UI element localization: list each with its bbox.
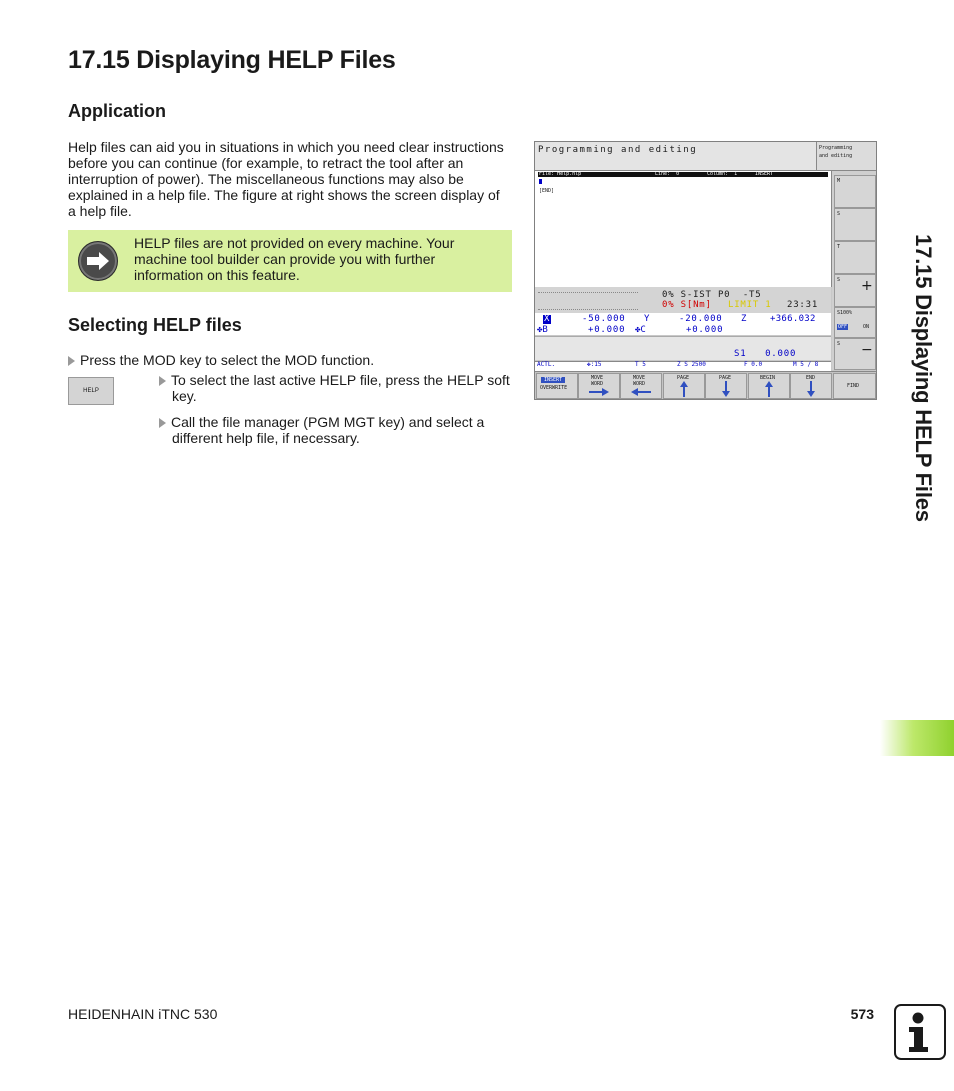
side-title xyxy=(903,48,943,708)
step-text: key. xyxy=(172,388,197,404)
softkey-page-down[interactable] xyxy=(705,373,747,399)
step-text: Call the file manager (PGM MGT key) and select a xyxy=(171,414,485,430)
step-pgm-mgt xyxy=(159,414,514,446)
axis-value-z: +366.032 xyxy=(770,314,816,324)
mode-line: and editing xyxy=(819,153,853,159)
plus-icon: + xyxy=(861,278,873,294)
tnc-screen xyxy=(534,141,877,400)
minus-icon: − xyxy=(861,342,873,358)
arrow-right-icon xyxy=(78,241,118,281)
off-label: OFF xyxy=(838,324,848,330)
mode-box xyxy=(816,142,877,171)
text-line: information on this feature. xyxy=(134,267,300,283)
page-number: 573 xyxy=(850,1006,874,1022)
footer-product: HEIDENHAIN iTNC 530 xyxy=(68,1006,218,1022)
file-line: Line: 0 xyxy=(655,171,680,177)
step-help xyxy=(159,372,514,404)
vertical-softkey-t[interactable] xyxy=(834,241,876,274)
file-name: File: Help.hlp xyxy=(539,171,582,177)
actl-z: Z S 2500 xyxy=(677,361,706,368)
text-line: before you can continue (for example, to retract the tool after an xyxy=(68,155,464,171)
softkey-label: INSERT xyxy=(541,377,565,383)
file-column: Column: 1 xyxy=(707,171,738,177)
end-marker: [END] xyxy=(539,188,555,194)
page-title: 17.15 Displaying HELP Files xyxy=(68,46,396,74)
arrow-down-icon xyxy=(807,381,815,397)
axis-value-c: +0.000 xyxy=(686,325,724,335)
axis-value-b: +0.000 xyxy=(588,325,626,335)
note-text xyxy=(134,235,504,283)
actl-mode: ACTL. xyxy=(537,361,556,368)
help-softkey[interactable]: HELP xyxy=(68,377,114,405)
axis-label-x: X xyxy=(544,314,550,324)
side-title-text: 17.15 Displaying HELP Files xyxy=(911,234,936,522)
axis-value-x: -50.000 xyxy=(582,314,626,324)
axis-label-c: ✤C xyxy=(635,325,646,335)
text-cursor[interactable] xyxy=(539,179,542,184)
file-bar xyxy=(538,172,828,177)
step-text: different help file, if necessary. xyxy=(172,430,360,446)
side-label: S xyxy=(837,211,841,217)
step-text: Press the MOD key to select the MOD function. xyxy=(80,352,375,368)
status-dotted xyxy=(538,292,638,310)
side-label: S xyxy=(837,277,841,283)
bullet-triangle-icon xyxy=(159,376,166,386)
side-label: S100% xyxy=(837,310,853,316)
vertical-softkey-s-plus[interactable] xyxy=(834,274,876,307)
softkey-label: WORD xyxy=(633,381,646,387)
arrow-down-icon xyxy=(722,381,730,397)
editor-area xyxy=(535,171,832,287)
status-row1: 0% S-IST P0 -T5 xyxy=(662,290,762,300)
mode-line: Programming xyxy=(819,145,853,151)
vertical-softkey-m[interactable] xyxy=(834,175,876,208)
arrow-up-icon xyxy=(765,381,773,397)
softkey-move-word-right[interactable] xyxy=(578,373,620,399)
side-label: S xyxy=(837,341,841,347)
softkey-label: WORD xyxy=(591,381,604,387)
softkey-label: PAGE xyxy=(719,375,732,381)
bullet-triangle-icon xyxy=(68,356,75,366)
chapter-tab xyxy=(880,720,954,756)
axis-value-y: -20.000 xyxy=(679,314,723,324)
axis-label-b: ✤B xyxy=(537,325,548,335)
softkey-insert-overwrite[interactable] xyxy=(536,373,578,399)
softkey-label: BEGIN xyxy=(760,375,776,381)
on-label: ON xyxy=(863,324,870,330)
selecting-heading: Selecting HELP files xyxy=(68,315,242,335)
axis-label-z: Z xyxy=(741,314,747,324)
softkey-label: FIND xyxy=(847,383,860,389)
side-label: M xyxy=(837,178,841,184)
text-line: a help file. xyxy=(68,203,132,219)
vertical-softkey-s[interactable] xyxy=(834,208,876,241)
status-row2-limit: LIMIT 1 xyxy=(728,300,772,310)
text-line: explained in a help file. The figure at right shows the screen display of xyxy=(68,187,500,203)
text-line: machine tool builder can provide you with further xyxy=(134,251,436,267)
softkey-label: OVERWRITE xyxy=(540,385,568,391)
bullet-triangle-icon xyxy=(159,418,166,428)
step-mod xyxy=(68,352,508,368)
actl-t: T 5 xyxy=(635,361,646,368)
actl-f: ✤:15 xyxy=(587,361,602,368)
softkey-begin[interactable] xyxy=(748,373,790,399)
softkey-label: MOVE xyxy=(633,375,646,381)
file-mode: INSERT xyxy=(755,171,774,177)
softkey-label: MOVE xyxy=(591,375,604,381)
side-label: T xyxy=(837,244,841,250)
status-row2-torque: 0% S[Nm] xyxy=(662,300,712,310)
info-icon xyxy=(894,1004,946,1060)
actl-m: M 5 / 8 xyxy=(793,361,819,368)
arrow-right-icon xyxy=(589,388,609,396)
application-heading: Application xyxy=(68,101,166,121)
note-box xyxy=(68,230,512,292)
softkey-label: END xyxy=(806,375,816,381)
vertical-softkey-s-minus[interactable] xyxy=(834,338,876,370)
arrow-up-icon xyxy=(680,381,688,397)
text-line: HELP files are not provided on every machine. Your xyxy=(134,235,455,251)
spindle-value: S1 0.000 xyxy=(734,349,797,359)
arrow-left-icon xyxy=(631,388,651,396)
softkey-page-up[interactable] xyxy=(663,373,705,399)
text-line: Help files can aid you in situations in which you need clear instructions xyxy=(68,139,504,155)
step-text: To select the last active HELP file, press the HELP soft xyxy=(171,372,510,388)
softkey-end[interactable] xyxy=(790,373,832,399)
softkey-find[interactable] xyxy=(833,373,876,399)
application-paragraph xyxy=(68,139,518,219)
actl-feed: F 0.0 xyxy=(744,361,763,368)
status-time: 23:31 xyxy=(787,300,819,310)
axis-label-y: Y xyxy=(644,314,650,324)
screen-header-title: Programming and editing xyxy=(538,145,698,155)
text-line: interruption of power). The miscellaneous functions may also be xyxy=(68,171,464,187)
vertical-softkey-spindle-override[interactable] xyxy=(834,307,876,338)
softkey-label: PAGE xyxy=(677,375,690,381)
softkey-move-word-left[interactable] xyxy=(620,373,662,399)
